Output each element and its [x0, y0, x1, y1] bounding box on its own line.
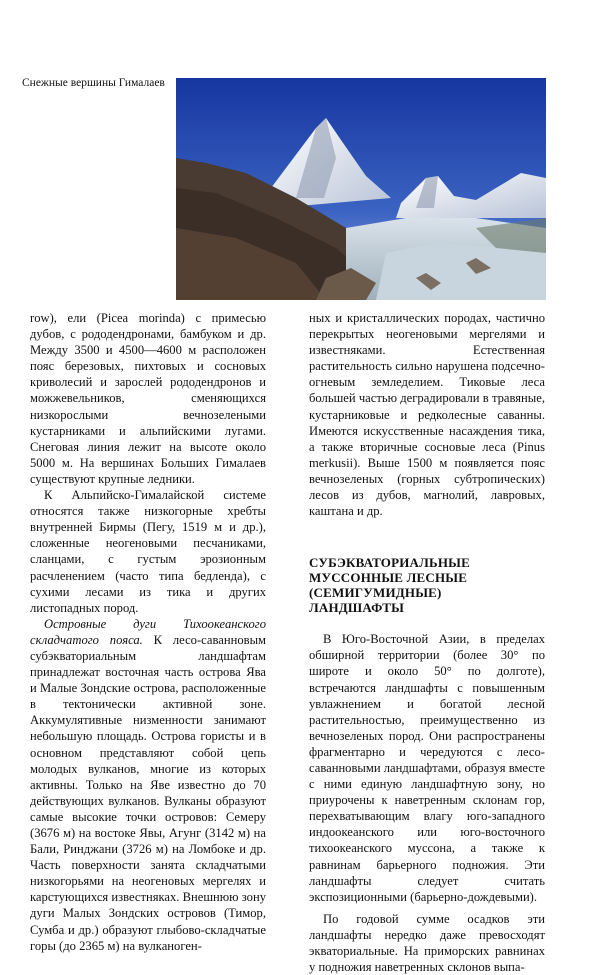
heading-line-1: СУБЭКВАТОРИАЛЬНЫЕ: [309, 555, 470, 571]
left-paragraph-1: row), ели (Picea morinda) с примесью дубов, с рододендронами, бамбуком и др. Между 3500 и 4500—4600 м расположен пояс березовых, пихтовых и сосновых криволесий и зарослей рододендронов и можжевельников, сменяющихся низкорослыми вечнозелеными кустарниками и альпийскими лугами. Снеговая линия лежит на высоте около 5000 м. На вершинах Больших Гималаев существуют крупные ледники.: [30, 311, 266, 486]
figure-caption: Снежные вершины Гималаев: [22, 77, 165, 89]
heading-line-3: (СЕМИГУМИДНЫЕ): [309, 585, 442, 601]
left-paragraph-3-text: К лесо-саванновым субэкваториальным ландшафтам принадлежат восточная часть острова Ява и Малые Зондские острова, расположенные в тектонически активной зоне. Аккумулятивные низменности занимают небольшую площадь. Острова гористы и в основном представляют собой цепь молодых вулканов, многие из которых активны. Только на Яве известно до 70 действующих вулканов. Вулканы образуют самые высокие точки островов: Семеру (3676 м) на востоке Явы, Агунг (3142 м) на Бали, Ринджани (3726 м) на Ломбоке и др. Часть поверхности занята складчатыми низкогорьями на неогеновых мергелях и карстующихся известняках. Внешнюю зону дуги Малых Зондских островов (Тимор, Сумба и др.) образуют глыбово-складчатые горы (до 2365 м) на вулканоген-: [30, 632, 267, 953]
right-column: [309, 310, 545, 975]
section-heading: [309, 555, 545, 615]
right-paragraph-1: ных и кристаллических породах, частично перекрытых неогеновыми мергелями и известняками. Естественная растительность сильно нарушена подсечно-огневым земледелием. Тиковые леса большей частью деградировали в травяные, кустарниковые и редколесные саванны. Имеются искусственные насаждения тика, а также вторичные сосновые леса (Pinus merkusii). Выше 1500 м появляется пояс вечнозеленых (горных субтропических) лесов из дубов, магнолий, лавровых, каштана и др.: [309, 311, 545, 519]
section-title-island-arcs: Островные дуги Тихоокеанского складчатого пояса.: [30, 616, 266, 647]
mountain-photo: [176, 78, 546, 300]
left-column: [30, 310, 266, 954]
right-paragraph-2: В Юго-Восточной Азии, в пределах обширной территории (более 30° по широте и около 50° по долготе), встречаются ландшафты с повышенным увлажнением и богатой лесной растительностью, преимущественно из вечнозеленых пород. Они распространены фрагментарно и чередуются с лесо-саванновыми ландшафтами, образуя вместе с ними единую ландшафтную зону, но приурочены к наветренным склонам гор, перехватывающим влагу юго-западного индоокеанского или юго-восточного тихоокеанского муссона, а также к равнинам барьерного подножия. Эти ландшафты следует считать экспозиционными (барьерно-дождевыми).: [309, 632, 545, 904]
heading-line-4: ЛАНДШАФТЫ: [309, 600, 405, 616]
right-paragraph-3: По годовой сумме осадков эти ландшафты нередко даже превосходят экваториальные. На приморских равнинах у подножия наветренных склонов выпа-: [309, 911, 545, 975]
left-paragraph-2: К Альпийско-Гималайской системе относятся также низкогорные хребты внутренней Бирмы (Пегу, 1519 м и др.), сложенные неогеновыми песчаниками, сланцами, с густым эрозионным расчленением (часто типа бедленда), с сухими лесами из тика и других листопадных пород.: [30, 488, 266, 615]
heading-line-2: МУССОННЫЕ ЛЕСНЫЕ: [309, 570, 468, 586]
left-paragraph-3: [30, 616, 266, 954]
himalaya-illustration: [176, 78, 546, 300]
